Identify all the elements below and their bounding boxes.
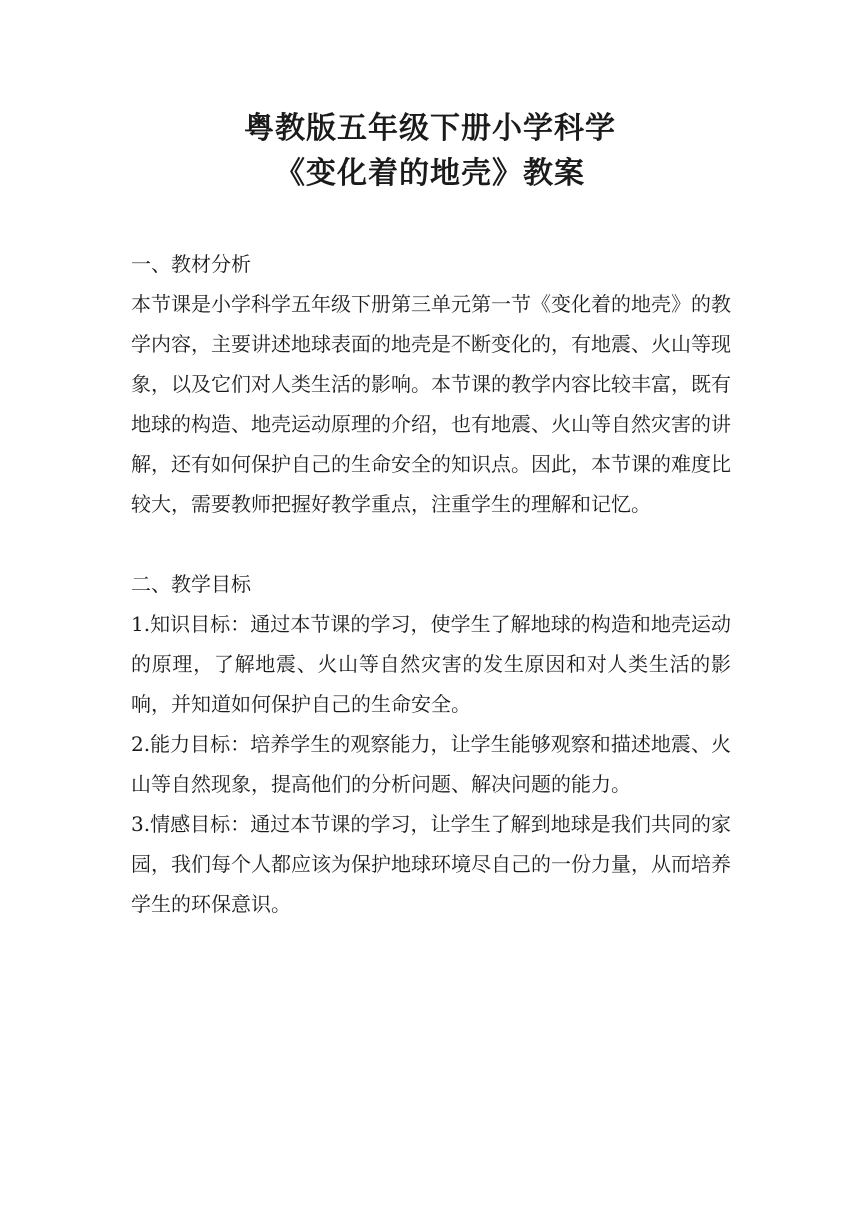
document-title-line-2: 《变化着的地壳》教案	[275, 156, 585, 191]
section-paragraph-material-analysis: 本节课是小学科学五年级下册第三单元第一节《变化着的地壳》的教学内容，主要讲述地球表面的地壳是不断变化的，有地震、火山等现象，以及它们对人类生活的影响。本节课的教学内容比较丰富，既有地球的构造、地壳运动原理的介绍，也有地震、火山等自然灾害的讲解，还有如何保护自己的生命安全的知识点。因此，本节课的难度比较大，需要教师把握好教学重点，注重学生的理解和记忆。	[131, 292, 731, 516]
document-title-line-1: 粤教版五年级下册小学科学	[244, 111, 616, 146]
section-heading-material-analysis: 一、教材分析	[131, 252, 251, 276]
goal-item-knowledge: 1.知识目标：通过本节课的学习，使学生了解地球的构造和地壳运动的原理，了解地震、火山等自然灾害的发生原因和对人类生活的影响，并知道如何保护自己的生命安全。	[131, 612, 731, 716]
goal-item-emotion: 3.情感目标：通过本节课的学习，让学生了解到地球是我们共同的家园，我们每个人都应该为保护地球环境尽自己的一份力量，从而培养学生的环保意识。	[131, 812, 731, 916]
section-spacer	[131, 524, 731, 564]
section-heading-teaching-goals: 二、教学目标	[131, 572, 251, 596]
goal-item-ability: 2.能力目标：培养学生的观察能力，让学生能够观察和描述地震、火山等自然现象，提高他们的分析问题、解决问题的能力。	[131, 732, 731, 796]
document-body	[131, 244, 731, 924]
